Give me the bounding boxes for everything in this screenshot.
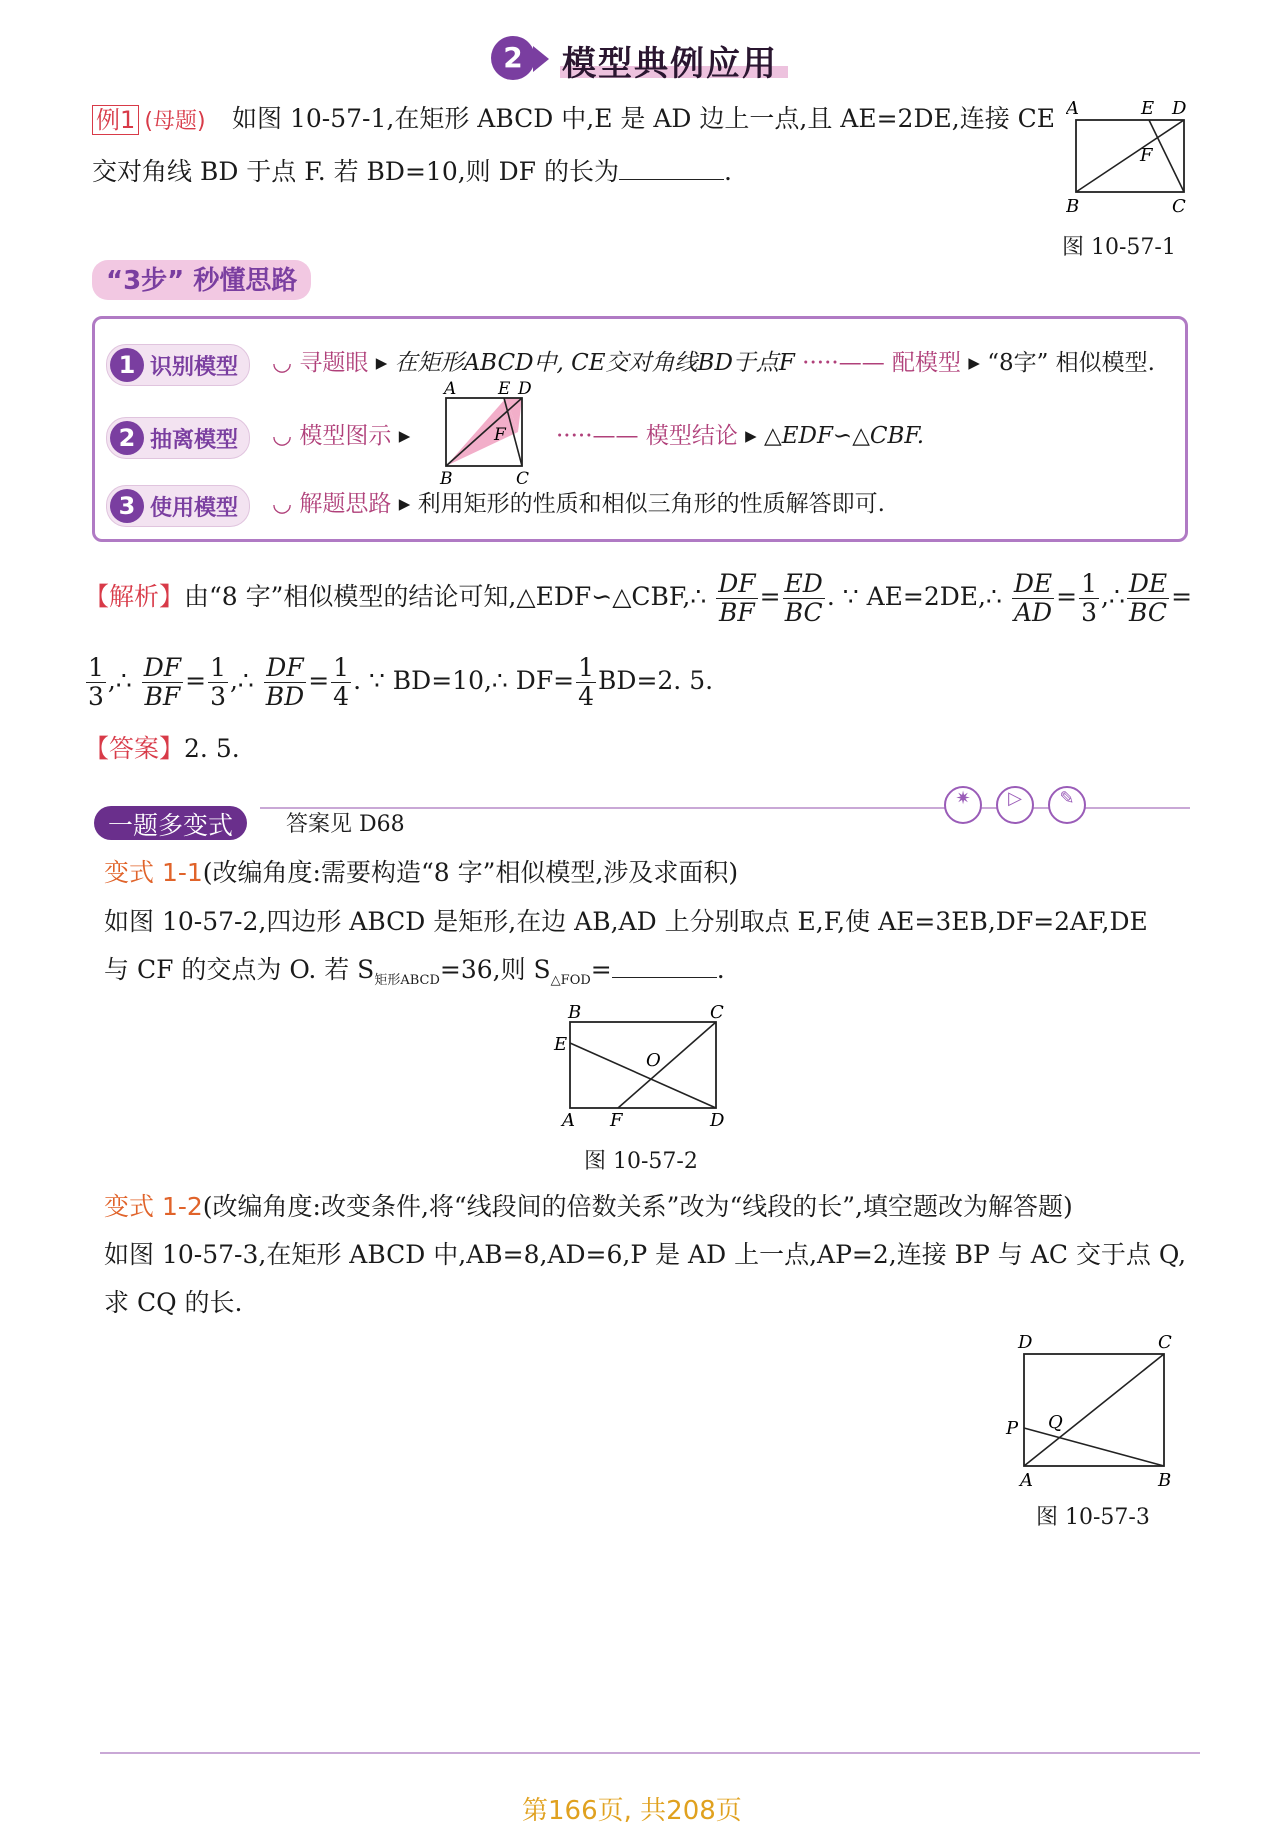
frac-1-4-a: $\frac{1}{4}$ — [333, 653, 350, 711]
step-1-key2-label: 配模型 — [892, 350, 962, 376]
step-2-dash: ·····—— — [556, 423, 646, 449]
analysis-line-2 — [84, 650, 713, 712]
fig3-label-Q: Q — [1048, 1412, 1063, 1433]
variation-1-1-note: (改编角度:需要构造“8 字”相似模型,涉及求面积) — [202, 858, 739, 887]
variation-1-2-note: (改编角度:改变条件,将“线段间的倍数关系”改为“线段的长”,填空题改为解答题) — [202, 1192, 1073, 1221]
fig1-label-A: A — [1066, 98, 1079, 119]
step-3-text: 利用矩形的性质和相似三角形的性质解答即可. — [417, 491, 885, 517]
step-1-content: ◡ 寻题眼 ▸ 在矩形ABCD中, CE交对角线BD于点F ·····—— 配模型 ▸ “8字” 相似模型. — [272, 350, 1155, 376]
step-1-key-label: 寻题眼 — [299, 350, 369, 376]
analysis-line-1 — [84, 566, 1192, 628]
variation-1-2-tag: 变式 1-2 — [104, 1192, 203, 1221]
section-title: 模型典例应用 — [562, 44, 778, 84]
step-2-pill — [106, 417, 250, 459]
fig3-label-A: A — [1020, 1470, 1033, 1491]
example-1-header — [92, 104, 206, 135]
v1-line2-c: = — [590, 955, 612, 984]
step-3-label: 使用模型 — [150, 495, 239, 521]
v1-sub-tri: △FOD — [550, 973, 591, 988]
model-label-E: E — [498, 380, 511, 399]
example-1-line-2 — [92, 155, 732, 189]
figure-10-57-2-caption: 图 10-57-2 — [584, 1149, 698, 1174]
step-1-label: 识别模型 — [150, 354, 239, 380]
variation-pill: 一题多变式 — [94, 806, 247, 840]
v1-line2-end: . — [716, 955, 725, 984]
variation-1-1-blank — [612, 955, 717, 978]
model-label-A: A — [444, 380, 457, 399]
variation-answer-ref: 答案见 D68 — [286, 812, 405, 837]
analysis-l2-c: . ∵ BD=10,∴ DF= — [353, 666, 575, 695]
variation-1-1-tag: 变式 1-1 — [104, 858, 203, 887]
variation-1-2-header — [104, 1190, 1073, 1224]
step-3-key: ◡ — [272, 491, 300, 517]
step-2-content-left: ◡ 模型图示 ▸ — [272, 423, 411, 449]
fig2-label-B: B — [568, 1002, 582, 1023]
step-3-pill — [106, 485, 250, 527]
play-icon[interactable]: ▷ — [996, 786, 1034, 824]
eq-3: = — [1171, 582, 1193, 611]
fig1-label-C: C — [1172, 196, 1186, 217]
step-2-content-right: ·····—— 模型结论 ▸ △EDF∽△CBF. — [556, 423, 925, 449]
model-label-C: C — [516, 469, 530, 486]
example-1-line-2-end: . — [723, 157, 732, 186]
eq-5: = — [308, 666, 330, 695]
step-2-text2: △EDF∽△CBF. — [764, 423, 925, 449]
figure-10-57-1-caption: 图 10-57-1 — [1062, 235, 1176, 260]
fig3-label-B: B — [1158, 1470, 1172, 1491]
fig2-label-D: D — [710, 1110, 725, 1131]
bulb-icon[interactable]: ✷ — [944, 786, 982, 824]
fig2-label-F: F — [610, 1110, 623, 1131]
answer-value: 2. 5. — [184, 734, 240, 763]
fig2-label-A: A — [562, 1110, 575, 1131]
example-1-line-1: 如图 10-57-1,在矩形 ABCD 中,E 是 AD 边上一点,且 AE=2DE,连接 CE — [232, 104, 1056, 133]
example-1-line-2-text: 交对角线 BD 于点 F. 若 BD=10,则 DF 的长为 — [92, 157, 619, 186]
step-1-text: 在矩形ABCD中, CE交对角线BD于点F — [394, 350, 795, 376]
frac-ed-bc: $\frac{ED}{BC}$ — [784, 569, 823, 627]
step-1-text2: “8字” 相似模型. — [987, 350, 1155, 376]
v1-line2-b: =36,则 S — [439, 955, 551, 984]
example-tag: 例1 — [92, 105, 139, 135]
step-2-key: ◡ — [272, 423, 300, 449]
pen-icon[interactable]: ✎ — [1048, 786, 1086, 824]
frac-de-ad: $\frac{DE}{AD}$ — [1013, 569, 1053, 627]
analysis-l1-b: . ∵ AE=2DE,∴ — [826, 582, 1002, 611]
frac-de-bc: $\frac{DE}{BC}$ — [1128, 569, 1168, 627]
fig2-label-O: O — [646, 1050, 661, 1071]
fig2-label-C: C — [710, 1002, 724, 1023]
fig1-label-E: E — [1141, 98, 1155, 119]
variation-1-1-line-2 — [104, 953, 725, 998]
answer-line — [84, 732, 240, 766]
step-2-key2-label: 模型结论 — [645, 423, 738, 449]
step-3-content: ◡ 解题思路 ▸ 利用矩形的性质和相似三角形的性质解答即可. — [272, 491, 885, 517]
step-1-dash: ·····—— — [802, 350, 893, 376]
figure-10-57-1 — [1066, 94, 1196, 220]
step-1-pill — [106, 344, 250, 386]
frac-1-3-a: $\frac{1}{3}$ — [1081, 569, 1097, 627]
v1-sub-rect: 矩形ABCD — [374, 973, 440, 988]
model-label-B: B — [440, 469, 453, 486]
fig1-label-D: D — [1172, 98, 1187, 119]
step-1-number: 1 — [110, 348, 144, 382]
figure-10-57-2 — [550, 1000, 730, 1132]
fig1-label-F: F — [1140, 145, 1153, 166]
variation-1-1-line-1: 如图 10-57-2,四边形 ABCD 是矩形,在边 AB,AD 上分别取点 E,F,使 AE=3EB,DF=2AF,DE — [104, 907, 1148, 936]
frac-1-3-b: $\frac{1}{3}$ — [88, 653, 104, 711]
model-label-F: F — [494, 425, 506, 445]
answer-tag: 【答案】 — [84, 734, 185, 763]
frac-df-bd: $\frac{DF}{BD}$ — [265, 653, 305, 711]
fig3-label-C: C — [1158, 1332, 1172, 1353]
eq-1: = — [759, 582, 781, 611]
eq-4: = — [185, 666, 207, 695]
analysis-l1-a: 由“8 字”相似模型的结论可知,△EDF∽△CBF,∴ — [184, 582, 707, 611]
frac-df-bf: $\frac{DF}{BF}$ — [718, 569, 756, 627]
fig3-label-D: D — [1018, 1332, 1033, 1353]
figure-10-57-3 — [1000, 1328, 1180, 1492]
step-3-number: 3 — [110, 489, 144, 523]
variation-1-1-header — [104, 856, 738, 890]
page-indicator: 第166页, 共208页 — [522, 1796, 742, 1826]
model-figure — [436, 380, 536, 486]
eq-2: = — [1056, 582, 1078, 611]
example-subtag: (母题) — [144, 109, 206, 134]
step-2-label: 抽离模型 — [150, 427, 239, 453]
v1-line2-a: 与 CF 的交点为 O. 若 S — [104, 955, 375, 984]
three-step-banner: “3步” 秒懂思路 — [92, 260, 311, 300]
analysis-l2-a: ,∴ — [107, 666, 132, 695]
frac-df-bf-2: $\frac{DF}{BF}$ — [143, 653, 182, 711]
analysis-l2-d: BD=2. 5. — [598, 666, 714, 695]
figure-10-57-3-caption: 图 10-57-3 — [1036, 1505, 1150, 1530]
analysis-l2-b: ,∴ — [229, 666, 254, 695]
step-1-key: ◡ — [272, 350, 300, 376]
step-2-key-label: 模型图示 — [299, 423, 392, 449]
section-arrow-icon — [533, 46, 549, 72]
analysis-tag: 【解析】 — [84, 582, 185, 611]
answer-blank — [619, 157, 724, 180]
variation-1-2-line-1: 如图 10-57-3,在矩形 ABCD 中,AB=8,AD=6,P 是 AD 上一点,AP=2,连接 BP 与 AC 交于点 Q, — [104, 1240, 1187, 1269]
variation-1-2-line-2: 求 CQ 的长. — [104, 1288, 243, 1317]
fig2-label-E: E — [554, 1034, 568, 1055]
analysis-l1-c: ,∴ — [1101, 582, 1125, 611]
frac-1-4-b: $\frac{1}{4}$ — [578, 653, 595, 711]
frac-1-3-c: $\frac{1}{3}$ — [210, 653, 226, 711]
fig1-label-B: B — [1066, 196, 1080, 217]
bottom-rule — [100, 1752, 1200, 1754]
step-3-key-label: 解题思路 — [299, 491, 392, 517]
step-2-number: 2 — [110, 421, 144, 455]
section-number-badge: 2 — [491, 36, 535, 80]
fig3-label-P: P — [1006, 1418, 1019, 1439]
model-label-D: D — [518, 380, 532, 399]
